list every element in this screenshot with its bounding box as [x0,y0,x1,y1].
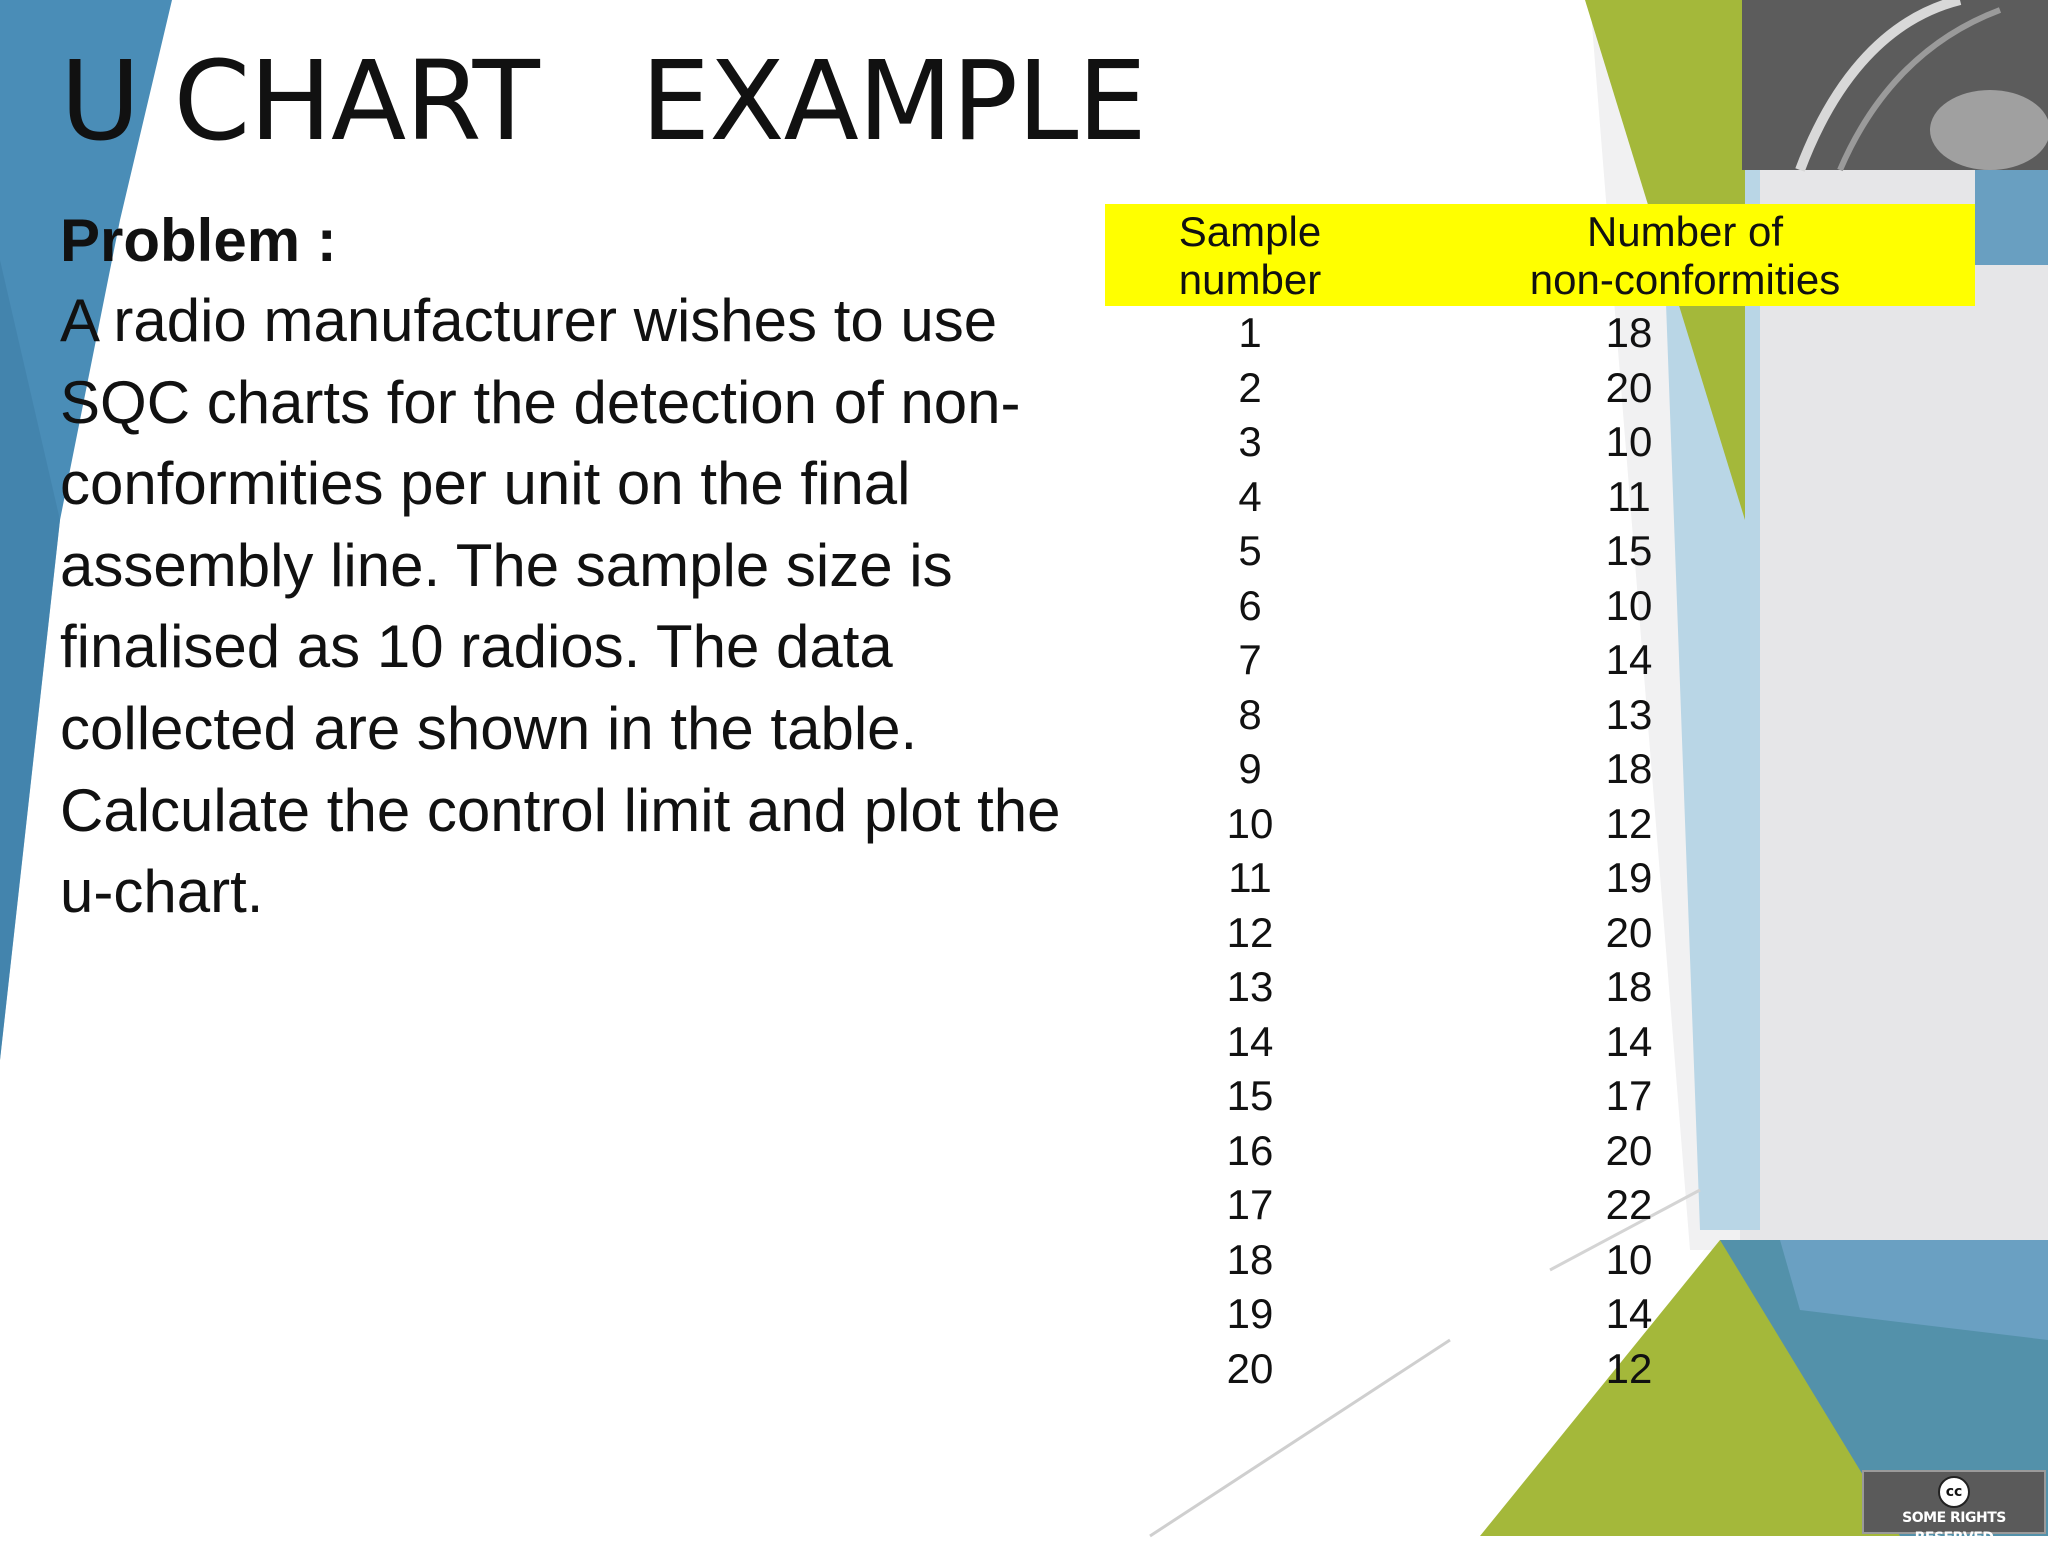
cell-non-conformities: 15 [1605,527,1653,574]
table-row [1105,906,1975,961]
cell-non-conformities: 20 [1605,363,1653,411]
cell-sample-number: 19 [1226,1290,1274,1337]
table-row [1105,361,1975,416]
table-row [1105,960,1975,1015]
table-row [1105,1124,1975,1179]
header-sample-number [1105,204,1395,306]
cell-non-conformities: 10 [1605,1235,1653,1283]
cell-non-conformities: 17 [1605,1072,1653,1119]
cell-non-conformities: 18 [1605,963,1653,1010]
cell-non-conformities: 18 [1605,745,1653,792]
table-row [1105,633,1975,688]
cell-non-conformities: 11 [1607,472,1651,520]
cell-sample-number: 9 [1238,745,1262,792]
cell-sample-number: 18 [1226,1235,1274,1283]
cell-sample-number: 12 [1226,908,1274,956]
cell-non-conformities: 12 [1605,1344,1653,1392]
table-row [1105,1069,1975,1124]
data-table [1105,204,1975,1396]
cell-non-conformities: 19 [1605,854,1653,901]
header-sample-line-1: Sample [1178,208,1322,255]
table-row [1105,579,1975,634]
cell-non-conformities: 20 [1605,908,1653,956]
table-row [1105,851,1975,906]
cc-icon: cc [1938,1476,1970,1508]
cell-non-conformities: 10 [1605,418,1653,465]
table-row [1105,470,1975,525]
cell-sample-number: 8 [1238,690,1262,738]
cell-sample-number: 1 [1238,309,1262,356]
cell-sample-number: 7 [1238,636,1262,683]
table-row [1105,742,1975,797]
cell-non-conformities: 14 [1605,636,1653,683]
header-count-line-2: non-conformities [1529,256,1841,303]
cell-sample-number: 15 [1226,1072,1274,1119]
cell-non-conformities: 20 [1605,1126,1653,1174]
cc-license-badge[interactable] [1862,1470,2046,1546]
cell-sample-number: 11 [1228,854,1272,901]
header-non-conformities [1395,204,1975,306]
table-row [1105,415,1975,470]
table-row [1105,524,1975,579]
table-row [1105,1015,1975,1070]
cell-sample-number: 17 [1226,1181,1274,1228]
table-row [1105,1233,1975,1288]
table-row [1105,797,1975,852]
cell-non-conformities: 13 [1605,690,1653,738]
slide-title: U CHART EXAMPLE [60,37,1146,165]
data-table-container [1105,204,1975,1396]
cell-non-conformities: 10 [1605,581,1653,629]
problem-block [60,202,1080,933]
cell-sample-number: 4 [1238,472,1262,520]
problem-text: A radio manufacturer wishes to use SQC charts for the detection of non-conformities per unit on the final assembly line. The sample size is finalised as 10 radios. The data collected are shown in the table. Calculate the control limit and plot the u-chart. [60,287,1061,926]
cc-license-text: SOME RIGHTS RESERVED [1902,1510,2006,1546]
cell-sample-number: 3 [1238,418,1262,465]
header-count-line-1: Number of [1586,208,1784,255]
cell-sample-number: 13 [1226,963,1274,1010]
cell-sample-number: 10 [1226,799,1274,847]
cell-non-conformities: 18 [1605,309,1653,356]
table-body [1105,306,1975,1396]
cell-sample-number: 14 [1226,1017,1274,1065]
table-header-row [1105,204,1975,306]
cell-non-conformities: 14 [1605,1290,1653,1337]
table-row [1105,1178,1975,1233]
cell-non-conformities: 12 [1605,799,1653,847]
cell-non-conformities: 14 [1605,1017,1653,1065]
table-row [1105,306,1975,361]
table-row [1105,1342,1975,1397]
cell-sample-number: 2 [1238,363,1262,411]
cell-non-conformities: 22 [1605,1181,1653,1228]
cell-sample-number: 20 [1226,1344,1274,1392]
problem-heading: Problem : [60,207,337,274]
cell-sample-number: 16 [1226,1126,1274,1174]
header-sample-line-2: number [1178,256,1322,303]
table-row [1105,1287,1975,1342]
cell-sample-number: 5 [1238,527,1262,574]
cell-sample-number: 6 [1238,581,1262,629]
table-row [1105,688,1975,743]
